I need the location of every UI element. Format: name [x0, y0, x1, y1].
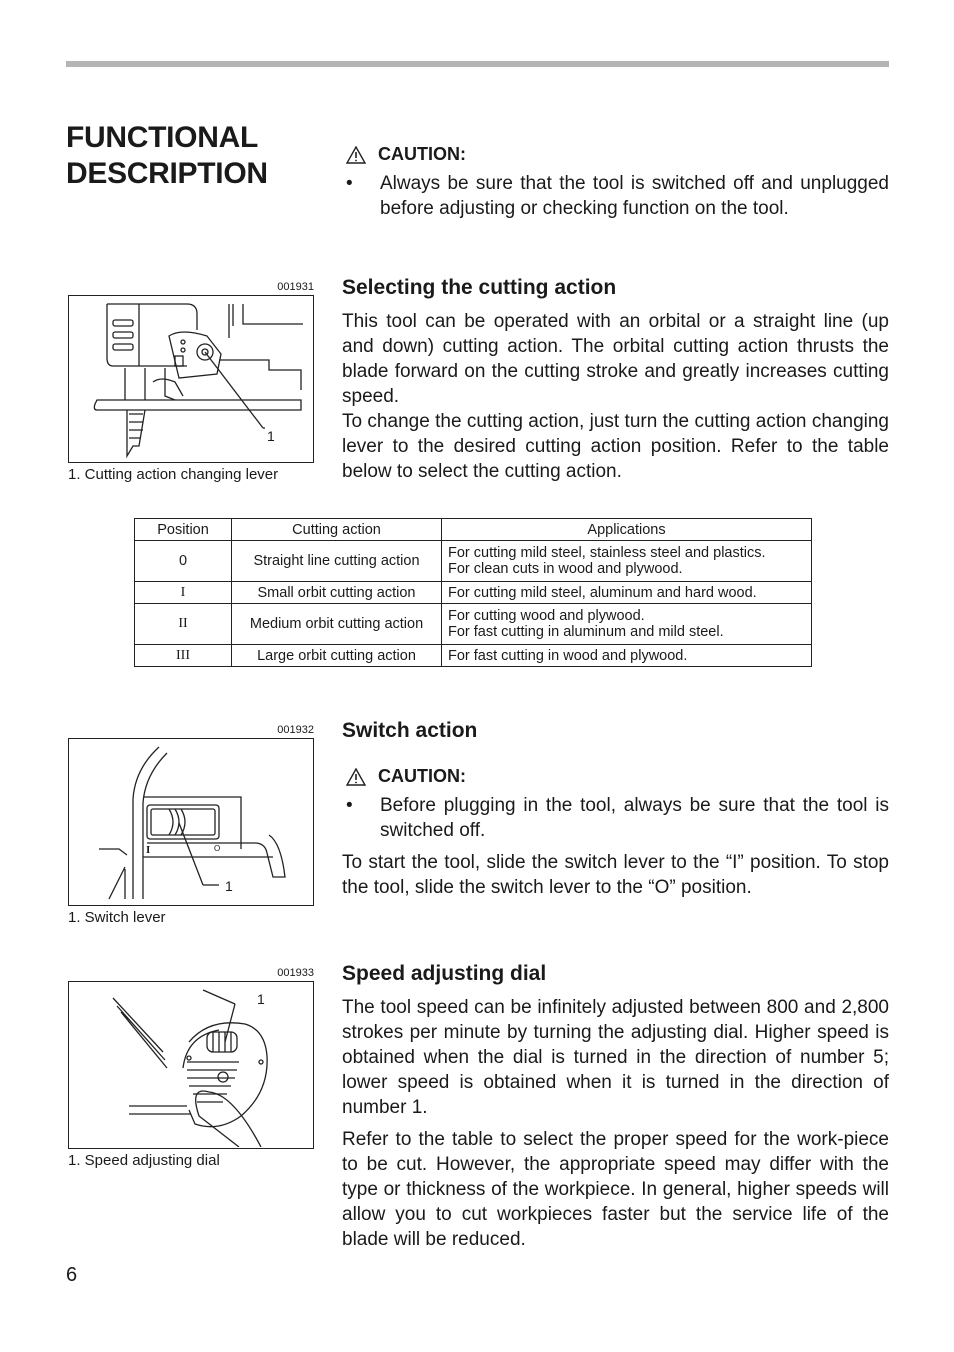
table-row	[135, 541, 812, 582]
switch-mark-off: O	[214, 844, 221, 853]
table-header-row	[135, 519, 812, 541]
table-cell-position: II	[135, 604, 232, 645]
application-line: For cutting mild steel, stainless steel and plastics.	[448, 545, 766, 561]
table-cell-applications	[442, 645, 812, 667]
table-cell-applications	[442, 604, 812, 645]
speed-dial-paragraph-1: The tool speed can be infinitely adjusted between 800 and 2,800 strokes per minute by turning the adjusting dial. Higher speed is obtained when the dial is turned in the direction of number 5; lower speed is obtained when it is turned in the direction of number 1.	[342, 997, 889, 1118]
bullet-dot: •	[346, 795, 353, 816]
figure-caption-1: 1. Cutting action changing lever	[68, 466, 279, 483]
table-cell-action: Large orbit cutting action	[232, 645, 442, 667]
caution-text: CAUTION:	[378, 766, 466, 786]
application-line: For cutting wood and plywood.	[448, 608, 645, 624]
warning-icon	[346, 768, 366, 786]
switch-mark-on: I	[146, 844, 151, 856]
application-line: For fast cutting in wood and plywood.	[448, 647, 688, 664]
section-heading-switch-action: Switch action	[342, 719, 478, 742]
page-title: FUNCTIONAL DESCRIPTION	[66, 121, 268, 190]
table-cell-action: Small orbit cutting action	[232, 582, 442, 604]
table-cell-applications	[442, 541, 812, 582]
jigsaw-side-illustration	[69, 296, 312, 461]
figure-code-3: 001933	[277, 967, 314, 979]
figure-code-1: 001931	[277, 281, 314, 293]
figure-switch-lever	[68, 738, 314, 906]
bullet-text: Before plugging in the tool, always be sure that the tool is switched off.	[380, 795, 889, 841]
table-cell-action: Straight line cutting action	[232, 541, 442, 582]
cutting-action-paragraph-2: To change the cutting action, just turn the cutting action changing lever to the desired cutting action position. Refer to the table below to select the cutting action.	[342, 411, 889, 482]
table-row	[135, 645, 812, 667]
figure-code-2: 001932	[277, 724, 314, 736]
application-line: For cutting mild steel, aluminum and hard wood.	[448, 584, 757, 601]
figure-cutting-lever	[68, 295, 314, 463]
caution-bullet-2	[342, 793, 889, 843]
bullet-text: Always be sure that the tool is switched off and unplugged before adjusting or checking function on the tool.	[380, 173, 889, 219]
cutting-action-paragraph-1: This tool can be operated with an orbital or a straight line (up and down) cutting action. The orbital cutting action thrusts the blade forward on the cutting stroke and greatly increases cutting speed.	[342, 311, 889, 407]
application-line: For clean cuts in wood and plywood.	[448, 561, 683, 577]
callout-number: 1	[225, 878, 233, 894]
section-heading-cutting-action: Selecting the cutting action	[342, 276, 617, 299]
table-cell-action: Medium orbit cutting action	[232, 604, 442, 645]
switch-lever-illustration	[69, 739, 312, 904]
table-row	[135, 604, 812, 645]
table-header-cutting-action: Cutting action	[232, 519, 442, 541]
callout-number: 1	[267, 428, 275, 444]
bullet-dot: •	[346, 173, 353, 194]
figure-caption-2: 1. Switch lever	[68, 909, 166, 926]
warning-icon	[346, 146, 366, 164]
caution-bullet-1	[342, 171, 889, 221]
figure-speed-dial	[68, 981, 314, 1149]
figure-caption-3: 1. Speed adjusting dial	[68, 1152, 220, 1169]
table-cell-position: III	[135, 645, 232, 667]
caution-label-2	[346, 766, 466, 787]
application-line: For fast cutting in aluminum and mild steel.	[448, 624, 724, 640]
caution-text: CAUTION:	[378, 144, 466, 164]
switch-action-paragraph: To start the tool, slide the switch lever to the “I” position. To stop the tool, slide the switch lever to the “O” position.	[342, 852, 889, 898]
table-cell-position: 0	[135, 541, 232, 582]
table-row	[135, 582, 812, 604]
header-rule	[66, 61, 889, 67]
table-header-applications: Applications	[442, 519, 812, 541]
table-header-position: Position	[135, 519, 232, 541]
cutting-action-table	[134, 518, 812, 667]
page-number: 6	[66, 1264, 78, 1286]
table-cell-applications	[442, 582, 812, 604]
caution-label-1	[346, 144, 466, 165]
speed-dial-illustration	[69, 982, 312, 1147]
section-heading-speed-dial: Speed adjusting dial	[342, 962, 547, 985]
callout-number: 1	[257, 991, 265, 1007]
table-cell-position: I	[135, 582, 232, 604]
speed-dial-paragraph-2: Refer to the table to select the proper speed for the work-piece to be cut. However, the appropriate speed may differ with the type or thickness of the workpiece. In general, higher speeds will allow you to cut workpieces faster but the service life of the blade will be reduced.	[342, 1129, 889, 1250]
